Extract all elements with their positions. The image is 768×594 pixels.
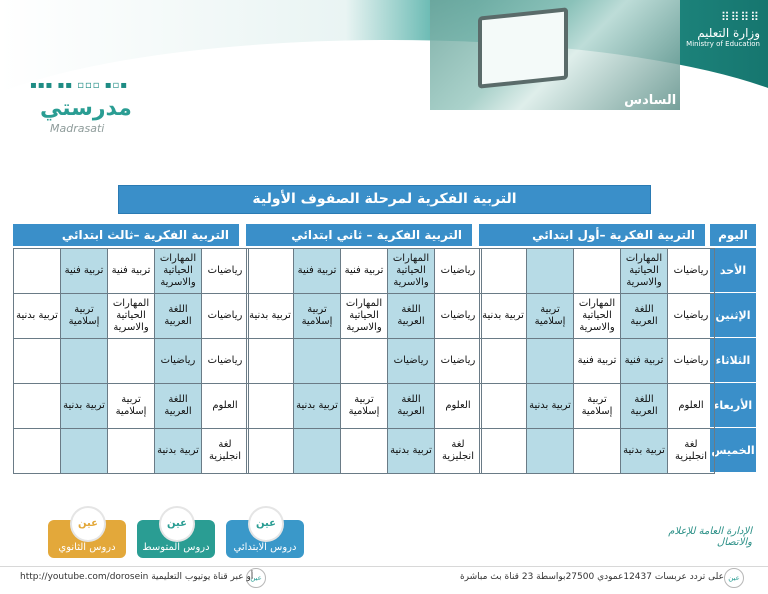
lesson-cell (480, 249, 527, 294)
lesson-cell: تربية بدنية (61, 384, 108, 429)
lesson-cell: المهارات الحياتية والاسرية (388, 249, 435, 294)
table-row (14, 249, 249, 294)
lesson-cell: اللغة العربية (621, 384, 668, 429)
lesson-cell: اللغة العربية (388, 294, 435, 339)
grade-2-header: التربية الفكرية – ثاني ابتدائي (246, 224, 472, 246)
youtube-link[interactable]: http://youtube.com/dorosein أو عبر قناة يوتيوب التعليمية (20, 572, 254, 582)
middle-lessons-button[interactable] (137, 520, 215, 558)
ministry-dots-icon: ⠿⠿⠿⠿ (720, 10, 760, 24)
lesson-cell (341, 429, 388, 474)
lesson-cell: العلوم (668, 384, 715, 429)
media-department-calligraphy: الإدارة العامة للإعلام والاتصال (668, 526, 752, 548)
table-row (247, 294, 482, 339)
lesson-cell: تربية فنية (294, 249, 341, 294)
lesson-cell: المهارات الحياتية والاسرية (341, 294, 388, 339)
lesson-cell: تربية إسلامية (574, 384, 621, 429)
madrasati-logo (20, 78, 170, 138)
lesson-cell (247, 339, 294, 384)
grade-2-table (246, 248, 482, 474)
middle-lessons-label: دروس المتوسط (142, 542, 210, 553)
lesson-cell: تربية بدنية (480, 294, 527, 339)
lesson-cell: تربية فنية (574, 339, 621, 384)
lesson-cell: تربية فنية (621, 339, 668, 384)
lesson-cell (527, 249, 574, 294)
grade-3-header: التربية الفكرية –ثالث ابتدائي (13, 224, 239, 246)
lesson-cell: اللغة العربية (621, 294, 668, 339)
lesson-cell: رياضيات (435, 339, 482, 384)
lesson-cell: تربية إسلامية (527, 294, 574, 339)
lesson-cell: اللغة العربية (388, 384, 435, 429)
lesson-cell: المهارات الحياتية والاسرية (621, 249, 668, 294)
lesson-cell (527, 429, 574, 474)
ministry-name-ar: وزارة التعليم (697, 26, 760, 40)
lesson-cell: تربية بدنية (388, 429, 435, 474)
ein-footer-badge-icon: عين (724, 568, 744, 588)
lesson-cell (247, 429, 294, 474)
satellite-info: على تردد عربسات 12437عمودي 27500بواسطة 23 قناة بث مباشرة (459, 572, 724, 582)
lesson-cell: رياضيات (202, 294, 249, 339)
ein-footer-badge-icon: عين (246, 568, 266, 588)
lesson-cell (108, 339, 155, 384)
day-sunday: الأحد (710, 248, 756, 293)
lesson-cell: رياضيات (668, 249, 715, 294)
secondary-lessons-label: دروس الثانوي (58, 542, 116, 553)
table-row (247, 339, 482, 384)
lesson-cell: تربية فنية (108, 249, 155, 294)
table-row (480, 294, 715, 339)
lesson-cell: لغة انجليزية (668, 429, 715, 474)
lesson-cell: المهارات الحياتية والاسرية (108, 294, 155, 339)
madrasati-logo-en: Madrasati (50, 122, 105, 135)
lesson-cell (574, 249, 621, 294)
lesson-cell (480, 384, 527, 429)
table-row (480, 249, 715, 294)
schedule-title: التربية الفكرية لمرحلة الصفوف الأولية (118, 185, 651, 214)
primary-lessons-label: دروس الابتدائي (233, 542, 297, 553)
lesson-cell: رياضيات (388, 339, 435, 384)
term-label: الفصل الثاني 1443هـ (590, 111, 730, 126)
lesson-cell (61, 429, 108, 474)
ministry-name-en: Ministry of Education (686, 40, 760, 48)
lesson-cell: المهارات الحياتية والاسرية (155, 249, 202, 294)
lesson-cell: تربية بدنية (527, 384, 574, 429)
table-row (14, 429, 249, 474)
table-row (14, 384, 249, 429)
lesson-cell (247, 384, 294, 429)
lesson-cell (247, 249, 294, 294)
table-row (247, 249, 482, 294)
grade-1-header: التربية الفكرية –أول ابتدائي (479, 224, 705, 246)
day-wednesday: الأربعاء (710, 383, 756, 428)
day-thursday: الخميس (710, 428, 756, 473)
lesson-cell (14, 249, 61, 294)
lesson-cell (14, 384, 61, 429)
lesson-cell (294, 429, 341, 474)
lesson-cell (574, 429, 621, 474)
grade-3-table (13, 248, 249, 474)
lesson-cell: لغة انجليزية (202, 429, 249, 474)
lesson-cell: رياضيات (435, 294, 482, 339)
lesson-cell (341, 339, 388, 384)
lesson-cell (108, 429, 155, 474)
lesson-cell: تربية فنية (61, 249, 108, 294)
week-info (560, 92, 730, 128)
table-row (247, 429, 482, 474)
lesson-cell: تربية بدنية (294, 384, 341, 429)
lesson-cell: رياضيات (668, 339, 715, 384)
table-row (480, 384, 715, 429)
lesson-cell: رياضيات (202, 249, 249, 294)
lesson-cell: تربية إسلامية (294, 294, 341, 339)
lesson-cell: تربية إسلامية (341, 384, 388, 429)
lesson-cell: المهارات الحياتية والاسرية (574, 294, 621, 339)
laptop-image (478, 7, 568, 88)
lesson-cell: اللغة العربية (155, 384, 202, 429)
ein-badge-icon: عين (159, 506, 195, 542)
lesson-cell: لغة انجليزية (435, 429, 482, 474)
lesson-cell: تربية بدنية (247, 294, 294, 339)
lesson-cell (61, 339, 108, 384)
grade-1-table (479, 248, 715, 474)
lesson-cell (14, 339, 61, 384)
day-column (710, 248, 756, 473)
table-row (247, 384, 482, 429)
lesson-cell (294, 339, 341, 384)
day-column-header: اليوم (710, 224, 756, 246)
lesson-cell: رياضيات (668, 294, 715, 339)
table-row (480, 429, 715, 474)
lesson-cell (527, 339, 574, 384)
lesson-cell: رياضيات (435, 249, 482, 294)
lesson-cell (480, 339, 527, 384)
footer-divider (0, 566, 768, 567)
table-row (480, 339, 715, 384)
lesson-cell: تربية بدنية (14, 294, 61, 339)
ein-badge-icon: عين (248, 506, 284, 542)
lesson-cell (480, 429, 527, 474)
day-monday: الإثنين (710, 293, 756, 338)
lesson-cell: تربية إسلامية (108, 384, 155, 429)
lesson-cell: رياضيات (202, 339, 249, 384)
ein-badge-icon: عين (70, 506, 106, 542)
day-tuesday: الثلاثاء (710, 338, 756, 383)
lesson-cell (14, 429, 61, 474)
lesson-cell: تربية بدنية (155, 429, 202, 474)
madrasati-squares-icon: ▪▪▪ ▪▪ ▫▫▫ ▪▫▪ (30, 80, 129, 91)
ministry-logo (650, 10, 760, 70)
week-label: الأسبوع السادس (624, 93, 730, 108)
secondary-lessons-button[interactable] (48, 520, 126, 558)
lesson-cell: اللغة العربية (155, 294, 202, 339)
lesson-cell: تربية بدنية (621, 429, 668, 474)
lesson-cell: تربية فنية (341, 249, 388, 294)
madrasati-logo-ar: مدرستي (40, 96, 132, 121)
table-row (14, 294, 249, 339)
lesson-cell: رياضيات (155, 339, 202, 384)
primary-lessons-button[interactable] (226, 520, 304, 558)
lesson-cell: العلوم (202, 384, 249, 429)
lesson-cell: العلوم (435, 384, 482, 429)
table-row (14, 339, 249, 384)
lesson-cell: تربية إسلامية (61, 294, 108, 339)
